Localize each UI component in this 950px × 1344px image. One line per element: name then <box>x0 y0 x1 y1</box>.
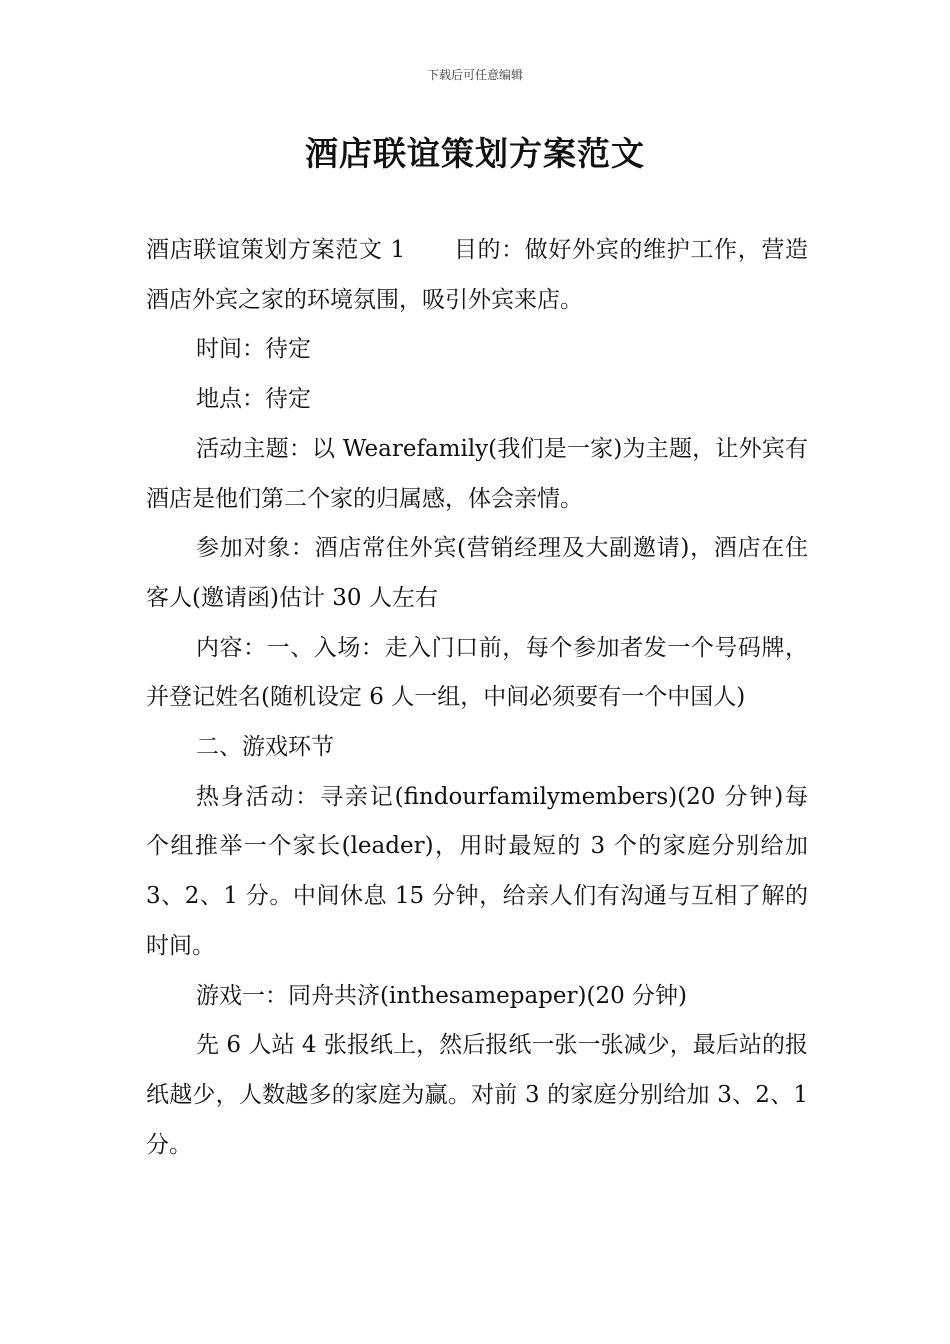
page-header-note: 下载后可任意编辑 <box>426 68 523 82</box>
paragraph-purpose <box>146 226 808 325</box>
document-title: 酒店联谊策划方案范文 <box>305 134 645 173</box>
paragraph-participants: 参加对象：酒店常住外宾(营销经理及大副邀请)，酒店在住客人(邀请函)估计 30 人左右 <box>146 535 808 611</box>
paragraph-purpose-text: 目的：做好外宾的维护工作，营造酒店外宾之家的环境氛围，吸引外宾来店。 <box>146 237 809 313</box>
paragraph-game-one: 游戏一：同舟共济(inthesamepaper)(20 分钟) <box>196 982 688 1009</box>
paragraph-purpose-heading: 酒店联谊策划方案范文 1 <box>146 237 406 263</box>
paragraph-warmup: 热身活动：寻亲记(findourfamilymembers)(20 分钟)每个组推举一个家长(leader)，用时最短的 3 个的家庭分别给加 3、2、1 分。中间休息 15 分钟，给亲人们有沟通与互相了解的时间。 <box>146 783 808 959</box>
paragraph-game-section: 二、游戏环节 <box>196 734 334 761</box>
paragraph-location: 地点：待定 <box>196 386 311 413</box>
paragraph-theme: 活动主题：以 Wearefamily(我们是一家)为主题，让外宾有酒店是他们第二个家的归属感，体会亲情。 <box>146 435 808 512</box>
paragraph-content-entry: 内容：一、入场：走入门口前，每个参加者发一个号码牌，并登记姓名(随机设定 6 人一组，中间必须要有一个中国人) <box>146 634 808 711</box>
paragraph-game-one-rules: 先 6 人站 4 张报纸上，然后报纸一张一张减少，最后站的报纸越少，人数越多的家庭为赢。对前 3 的家庭分别给加 3、2、1 分。 <box>146 1032 808 1158</box>
document-body <box>146 226 808 1170</box>
paragraph-time: 时间：待定 <box>196 336 311 363</box>
